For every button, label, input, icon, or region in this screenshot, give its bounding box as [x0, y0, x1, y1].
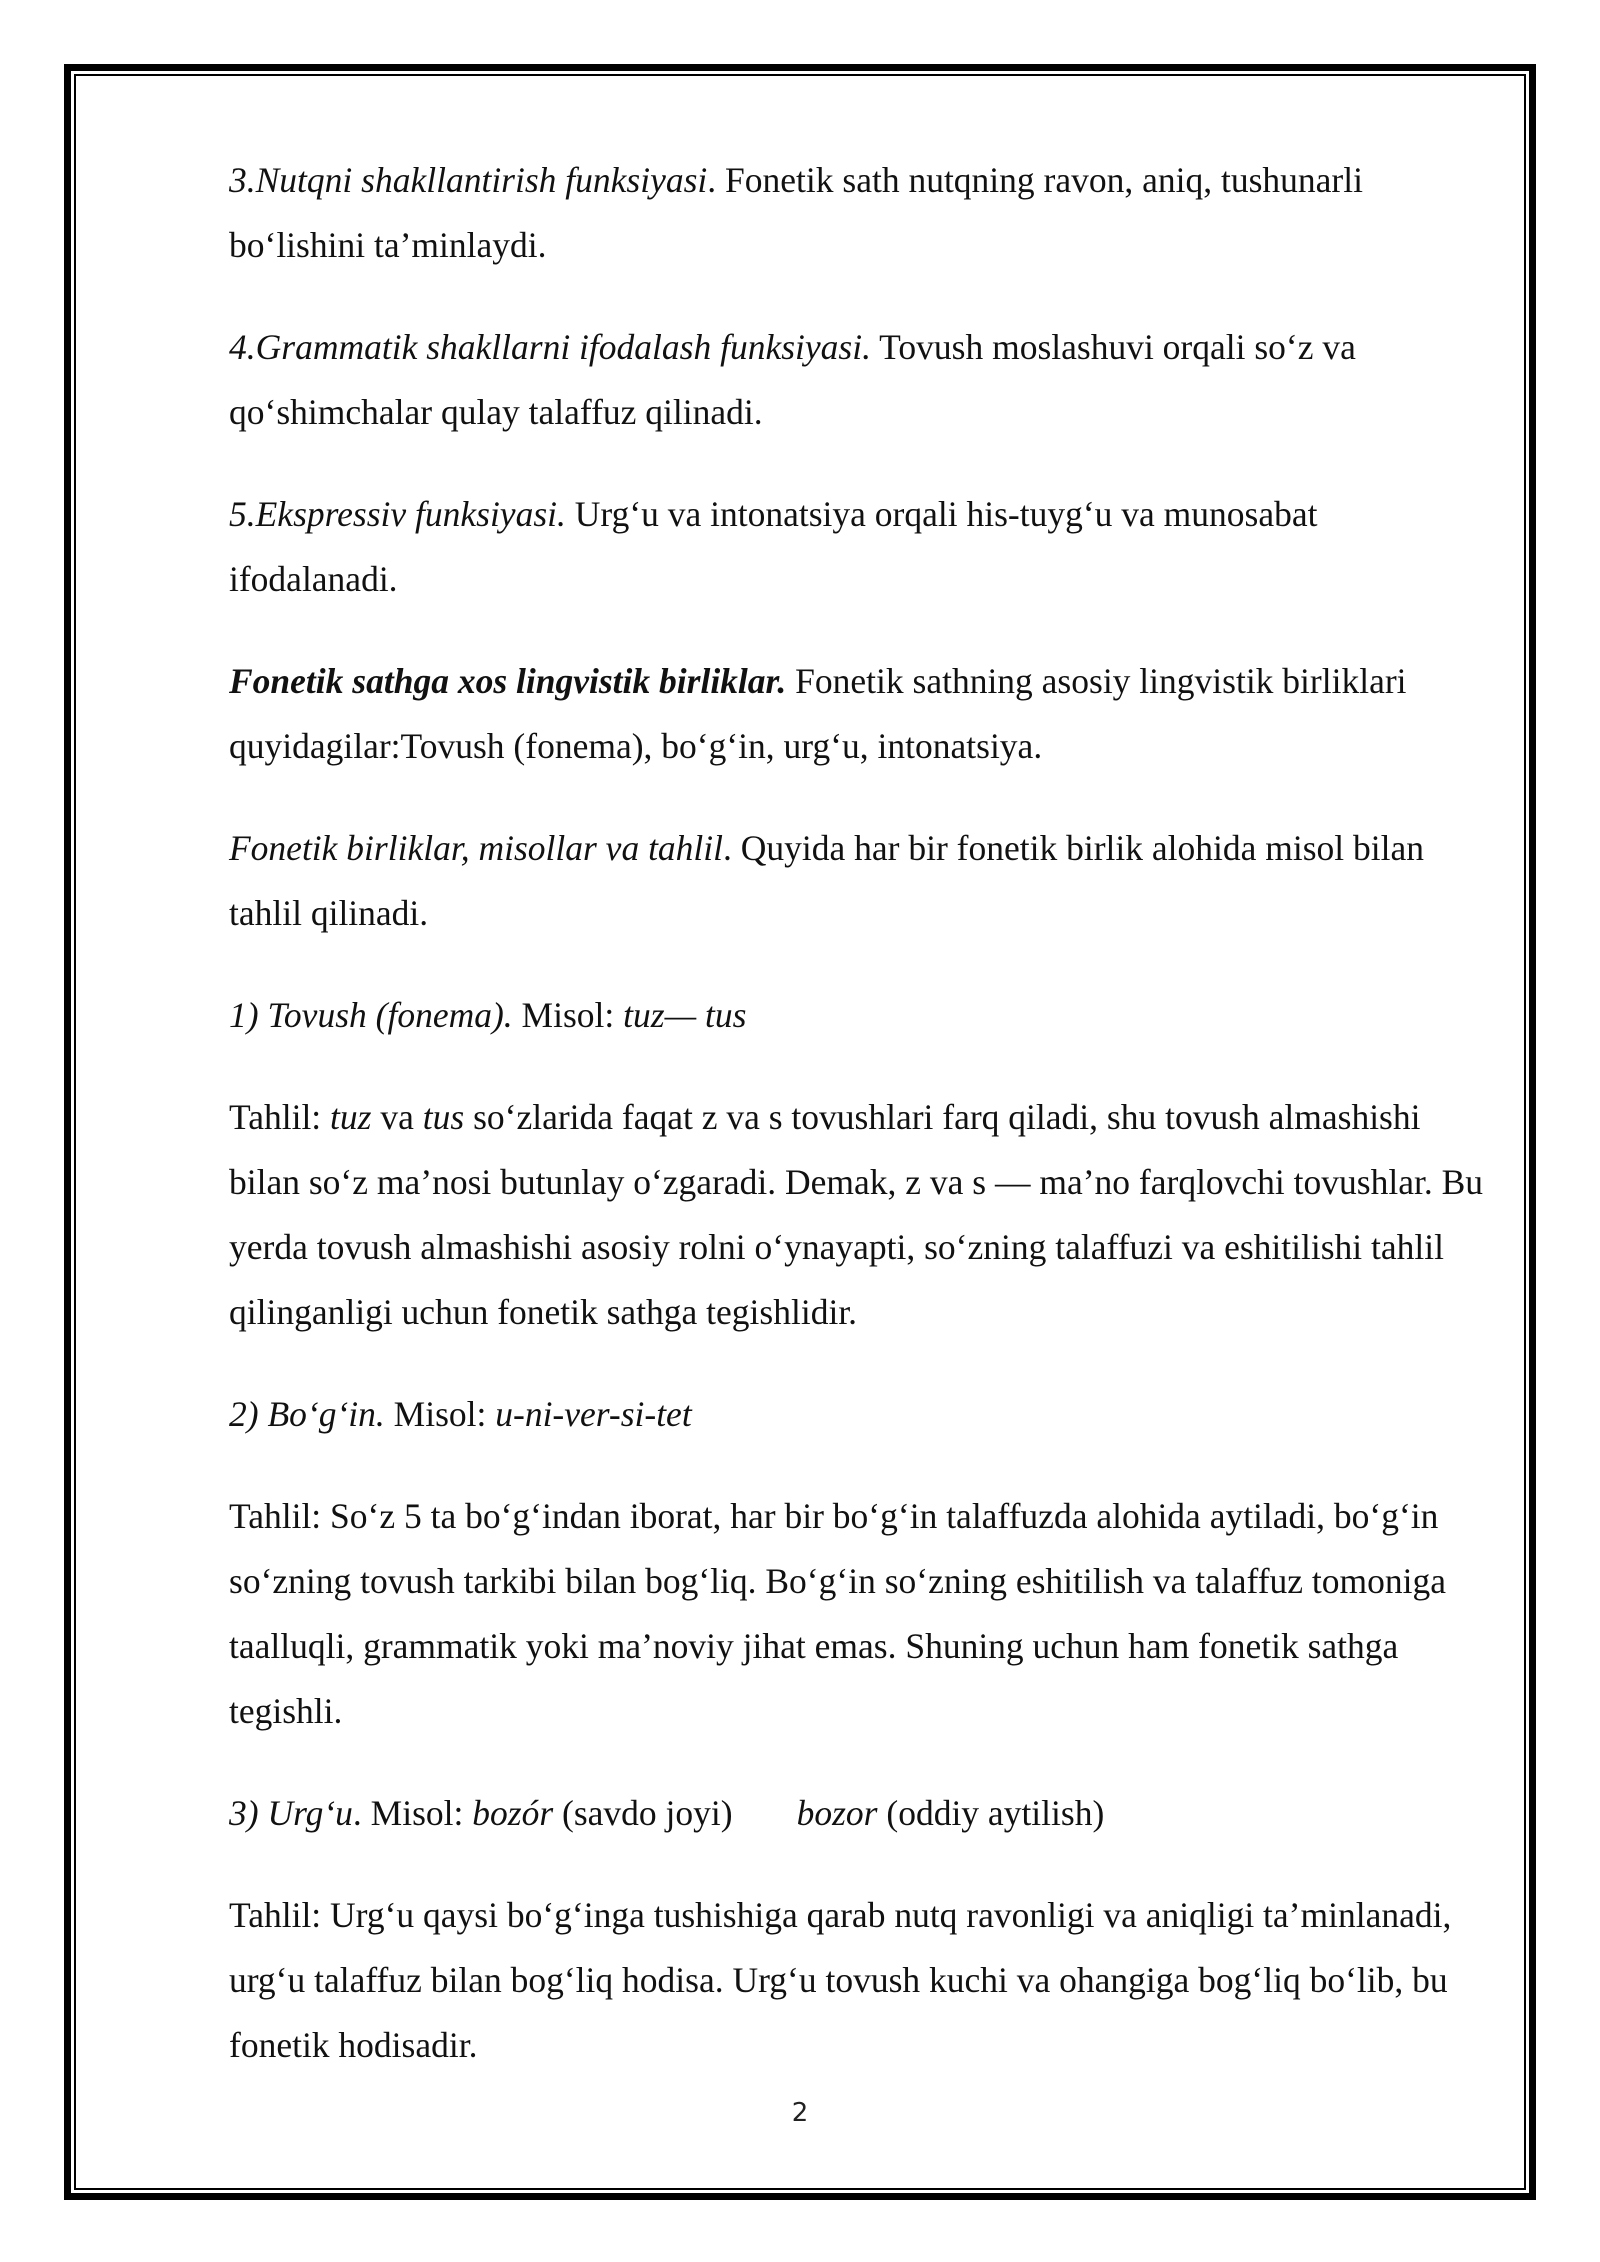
paragraph-title: 5.Ekspressiv funksiyasi. [229, 494, 566, 534]
paragraph-text: . Fonetik sath nutqning ravon, aniq, tushunarli bo‘lishini ta’minlaydi. [229, 160, 1363, 265]
paragraph-stress-example [229, 1781, 1491, 1846]
example-word-tus: tus [422, 1097, 465, 1137]
example-word-bozor: bozor [796, 1793, 878, 1833]
paragraph-title: Fonetik birliklar, misollar va tahlil [229, 828, 724, 868]
paragraph-text: Tahlil: Urg‘u qaysi bo‘g‘inga tushishiga qarab nutq ravonligi va aniqligi ta’minlanadi, urg‘u talaffuz bilan bog‘liq hodisa. Urg‘u tovush kuchi va ohangiga bog‘liq bo‘lib, bu fonetik hodisadir. [229, 1895, 1452, 2065]
paragraph-text: Tahlil: So‘z 5 ta bo‘g‘indan iborat, har bir bo‘g‘in talaffuzda alohida aytiladi, bo‘g‘in so‘zning tovush tarkibi bilan bog‘liq. Bo‘g‘in so‘zning eshitilish va talaffuz tomoniga taalluqli, grammatik yoki ma’noviy jihat emas. Shuning uchun ham fonetik sathga tegishli. [229, 1496, 1447, 1731]
paragraph-text: . Quyida har bir fonetik birlik alohida misol bilan tahlil qilinadi. [229, 828, 1425, 933]
paragraph-phonetic-units [229, 649, 1491, 779]
example-note: (oddiy aytilish) [877, 1793, 1105, 1833]
example-words: u-ni-ver-si-tet [495, 1394, 692, 1434]
paragraph-text: Tovush moslashuvi orqali so‘z va qo‘shimchalar qulay talaffuz qilinadi. [229, 327, 1356, 432]
paragraph-text: Urg‘u va intonatsiya orqali his-tuyg‘u va munosabat ifodalanadi. [229, 494, 1318, 599]
paragraph-title: 3) Urg‘u [229, 1793, 353, 1833]
paragraph-expressive-function [229, 482, 1491, 612]
tahlil-label: Tahlil: [229, 1097, 331, 1137]
paragraph-title: 1) Tovush (fonema). [229, 995, 513, 1035]
paragraph-syllable-example [229, 1382, 1491, 1447]
misol-label: . Misol: [352, 1793, 473, 1833]
paragraph-title: 4.Grammatik shakllarni ifodalash funksiyasi. [229, 327, 871, 367]
paragraph-grammatical-forms-function [229, 315, 1491, 445]
paragraph-title: Fonetik sathga xos lingvistik birliklar. [229, 661, 787, 701]
document-body [229, 148, 1491, 2115]
conjunction: va [371, 1097, 423, 1137]
paragraph-title: 2) Bo‘g‘in. [229, 1394, 385, 1434]
paragraph-title: 3.Nutqni shakllantirish funksiyasi [229, 160, 708, 200]
paragraph-syllable-analysis [229, 1484, 1491, 1744]
paragraph-stress-analysis [229, 1883, 1491, 2078]
page-number: 2 [791, 2098, 809, 2128]
paragraph-text: Fonetik sathning asosiy lingvistik birliklari quyidagilar:Tovush (fonema), bo‘g‘in, urg‘u, intonatsiya. [229, 661, 1407, 766]
example-word-tuz: tuz [330, 1097, 372, 1137]
paragraph-phoneme-analysis [229, 1085, 1491, 1345]
example-words: tuz— tus [623, 995, 747, 1035]
example-note: (savdo joyi) [553, 1793, 733, 1833]
misol-label: Misol: [384, 1394, 496, 1434]
paragraph-units-examples-analysis [229, 816, 1491, 946]
misol-label: Misol: [512, 995, 624, 1035]
paragraph-phoneme-example [229, 983, 1491, 1048]
paragraph-text: so‘zlarida faqat z va s tovushlari farq qiladi, shu tovush almashishi bilan so‘z ma’nosi butunlay o‘zgaradi. Demak, z va s — ma’no farqlovchi tovushlar. Bu yerda tovush almashishi asosiy rolni o‘ynayapti, so‘zning talaffuzi va eshitilishi tahlil qilinganligi uchun fonetik sathga tegishlidir. [229, 1097, 1484, 1332]
example-word-bozor-stressed: bozór [472, 1793, 554, 1833]
paragraph-speech-formation-function [229, 148, 1491, 278]
